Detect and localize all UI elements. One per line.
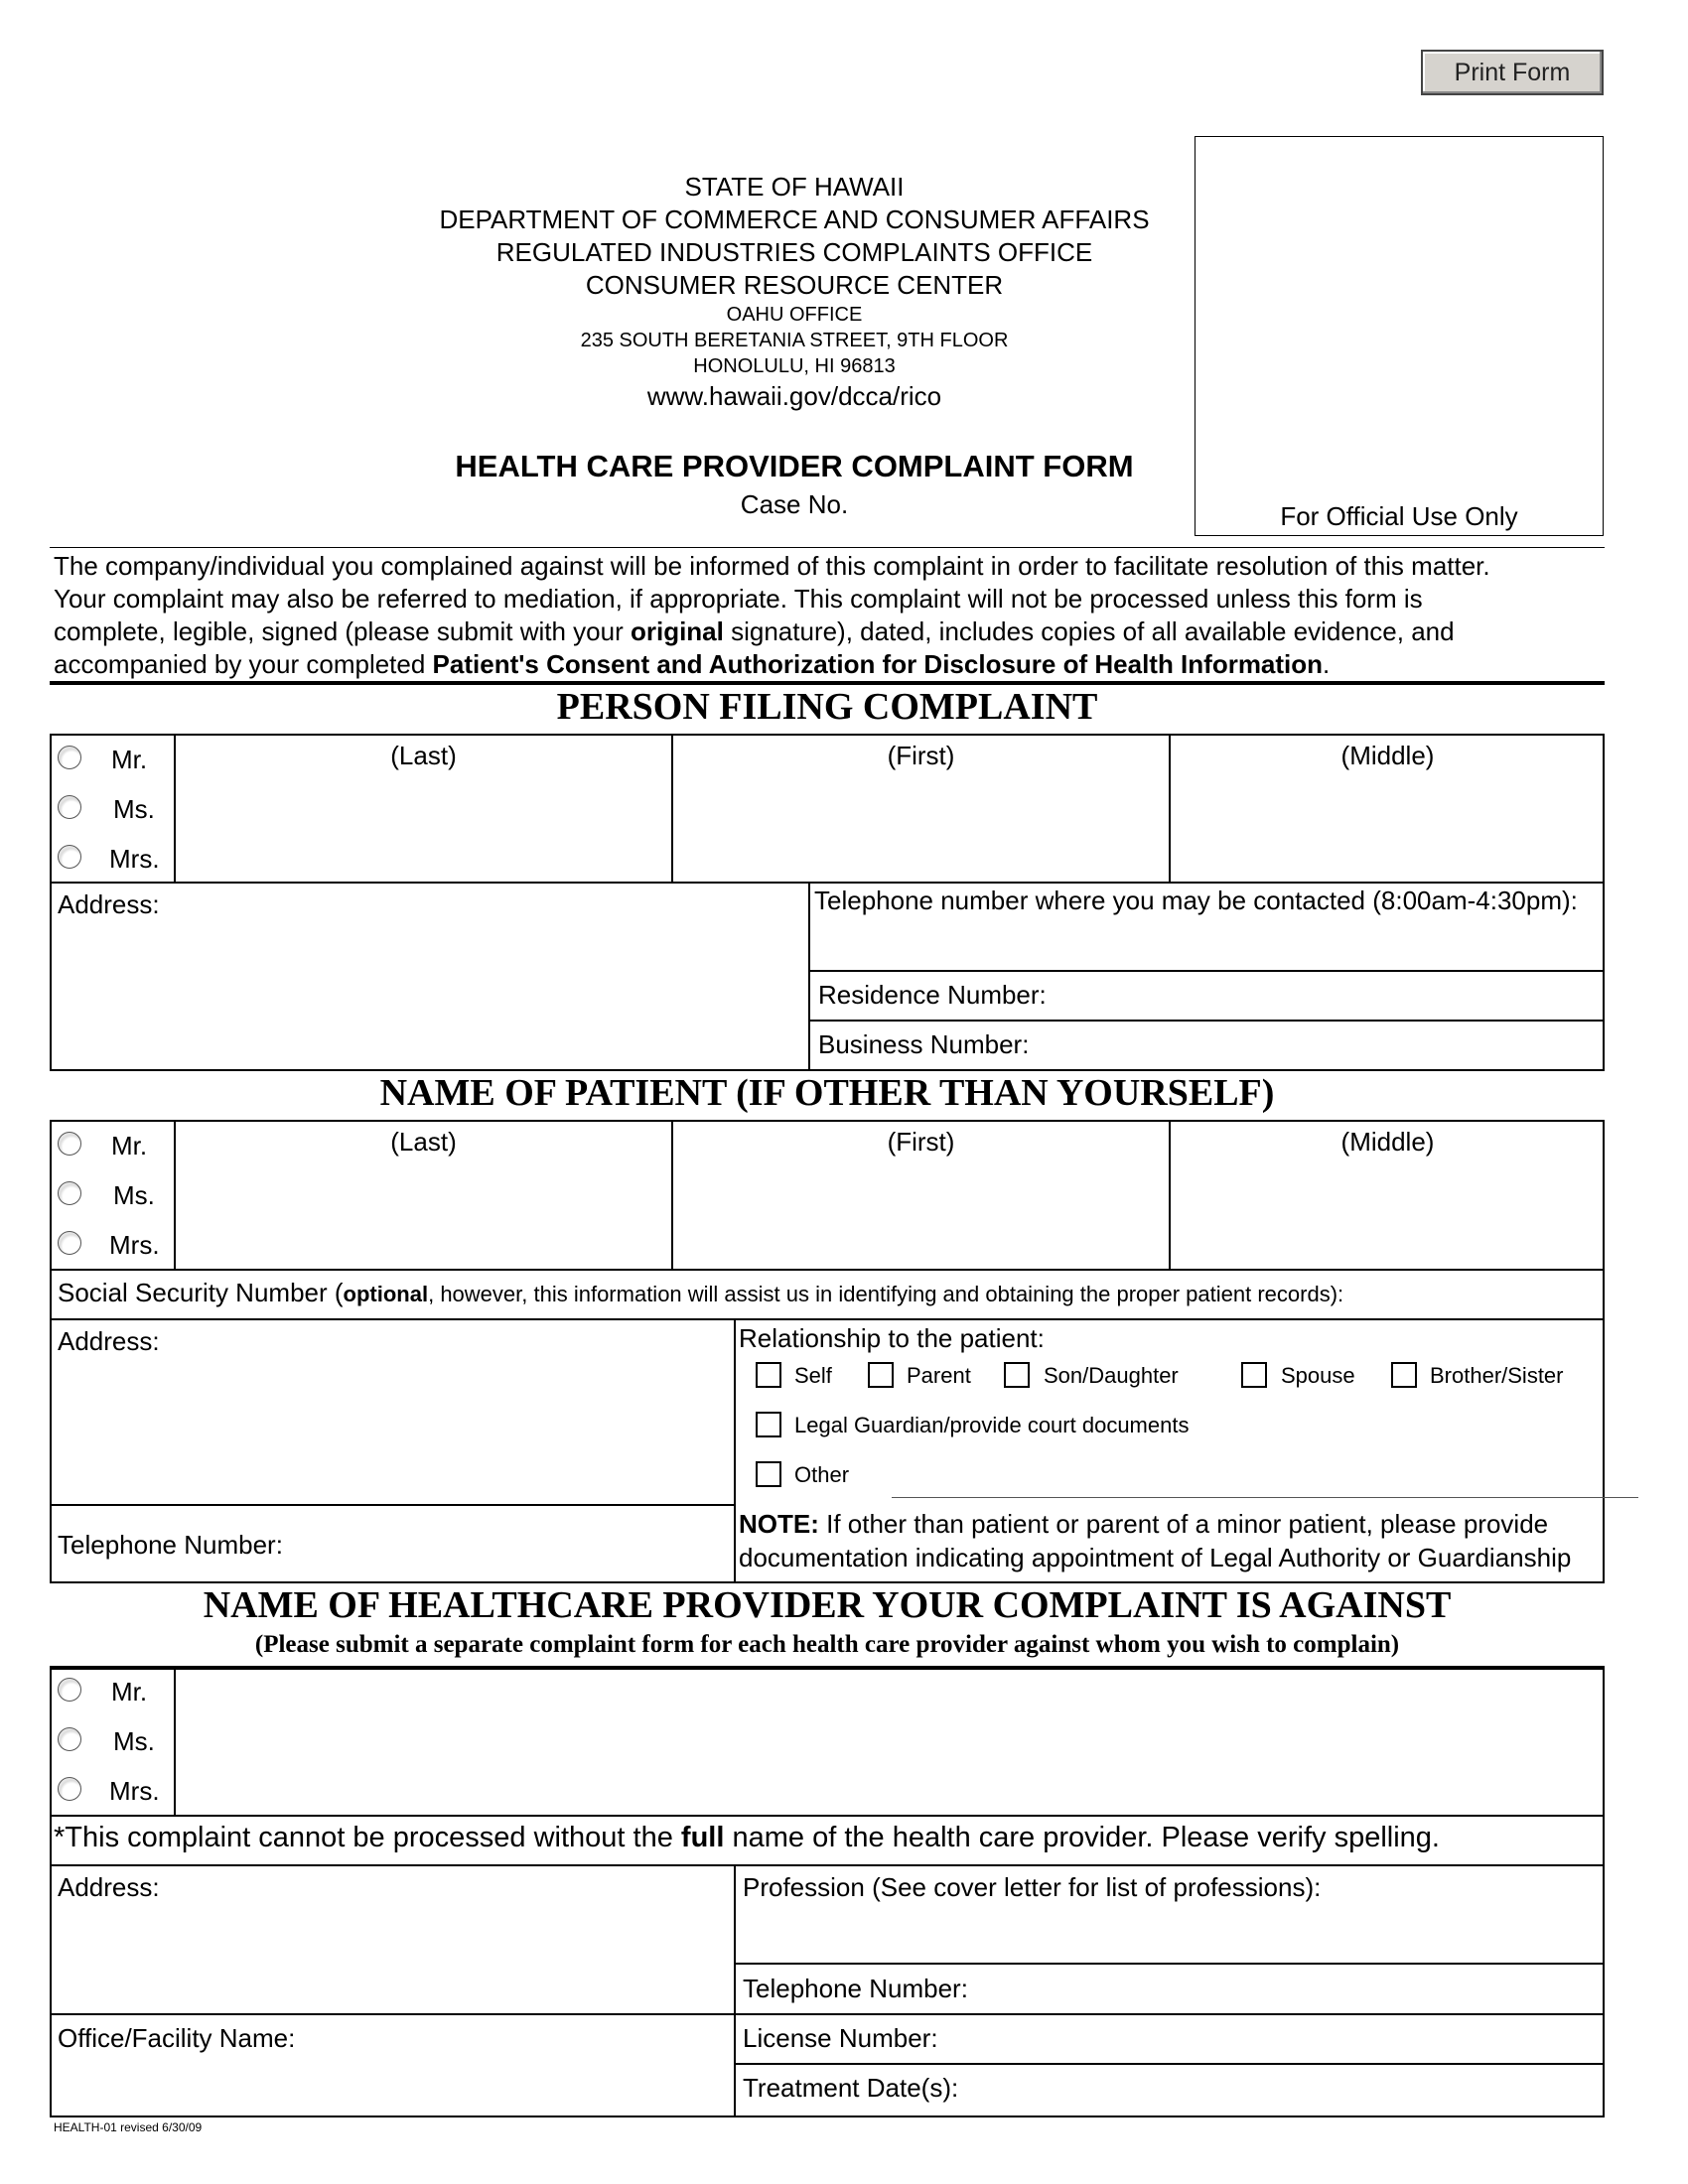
intro-text xyxy=(54,550,1490,681)
person-ms-radio[interactable] xyxy=(58,795,81,819)
relationship-son-daughter-label: Son/Daughter xyxy=(1044,1363,1179,1388)
intro-line-2: Your complaint may also be referred to mediation, if appropriate. This complaint will not be processed unless this form is xyxy=(54,584,1423,614)
divider xyxy=(50,1666,1605,1670)
note-label: NOTE: xyxy=(739,1509,819,1539)
provider-mr-radio[interactable] xyxy=(58,1678,81,1702)
intro-3c: signature), dated, includes copies of all available evidence, and xyxy=(723,616,1455,646)
patient-middle-label: (Middle) xyxy=(1340,1127,1435,1157)
person-first-name-field[interactable] xyxy=(676,774,1165,878)
intro-3a: complete, legible, signed (please submit with your xyxy=(54,616,631,646)
provider-telephone-label: Telephone Number: xyxy=(743,1974,968,2003)
patient-mrs-radio[interactable] xyxy=(58,1231,81,1255)
relationship-self-checkbox[interactable] xyxy=(756,1362,781,1388)
provider-address-label: Address: xyxy=(58,1872,160,1902)
person-mr-label: Mr. xyxy=(111,745,148,774)
provider-mrs-radio[interactable] xyxy=(58,1777,81,1801)
patient-ssn-field[interactable] xyxy=(55,1273,1600,1316)
person-first-label: (First) xyxy=(887,741,955,770)
person-mrs-label: Mrs. xyxy=(109,844,160,874)
divider xyxy=(808,1020,1605,1022)
provider-telephone-field[interactable] xyxy=(983,1968,1599,2009)
header-street: 235 SOUTH BERETANIA STREET, 9TH FLOOR xyxy=(580,330,1009,351)
patient-mr-radio[interactable] xyxy=(58,1132,81,1156)
provider-address-field[interactable] xyxy=(55,1904,730,2009)
provider-name-field[interactable] xyxy=(179,1672,1601,1811)
relationship-parent-checkbox[interactable] xyxy=(868,1362,894,1388)
provider-treatment-field[interactable] xyxy=(983,2067,1599,2113)
person-section-title: PERSON FILING COMPLAINT xyxy=(556,686,1098,728)
patient-section-title: NAME OF PATIENT (IF OTHER THAN YOURSELF) xyxy=(379,1072,1275,1114)
guardianship-note xyxy=(739,1507,1571,1574)
warning-a: *This complaint cannot be processed without the xyxy=(54,1822,681,1853)
provider-profession-label: Profession (See cover letter for list of professions): xyxy=(743,1872,1322,1902)
official-use-box xyxy=(1195,136,1604,536)
person-last-label: (Last) xyxy=(390,741,457,770)
ssn-label-a: Social Security Number ( xyxy=(58,1278,344,1307)
patient-first-name-field[interactable] xyxy=(676,1161,1165,1265)
warning-full: full xyxy=(680,1822,725,1853)
person-mrs-radio[interactable] xyxy=(58,845,81,869)
divider xyxy=(734,1963,1605,1965)
patient-ms-label: Ms. xyxy=(113,1180,155,1210)
person-telephone-label: Telephone number where you may be contacted (8:00am-4:30pm): xyxy=(814,886,1578,915)
header-url[interactable]: www.hawaii.gov/dcca/rico xyxy=(646,381,942,411)
person-telephone-field[interactable] xyxy=(814,923,1599,967)
patient-last-name-field[interactable] xyxy=(179,1161,667,1265)
other-relationship-line xyxy=(892,1497,1638,1498)
divider xyxy=(50,1815,1605,1817)
relationship-sibling-label: Brother/Sister xyxy=(1430,1363,1564,1388)
note-line-2: documentation indicating appointment of Legal Authority or Guardianship xyxy=(739,1543,1572,1572)
relationship-label: Relationship to the patient: xyxy=(739,1323,1045,1353)
header-department: DEPARTMENT OF COMMERCE AND CONSUMER AFFAIRS xyxy=(439,205,1150,234)
relationship-son-daughter-checkbox[interactable] xyxy=(1004,1362,1030,1388)
person-middle-label: (Middle) xyxy=(1340,741,1435,770)
person-mr-radio[interactable] xyxy=(58,746,81,769)
divider xyxy=(734,2063,1605,2065)
patient-address-label: Address: xyxy=(58,1326,160,1356)
person-residence-field[interactable] xyxy=(1072,975,1599,1017)
patient-middle-name-field[interactable] xyxy=(1174,1161,1601,1265)
provider-mrs-label: Mrs. xyxy=(109,1776,160,1806)
relationship-guardian-checkbox[interactable] xyxy=(756,1412,781,1437)
case-no-label: Case No. xyxy=(740,489,849,519)
provider-section-subtitle: (Please submit a separate complaint form for each health care provider against whom you wish to complain) xyxy=(254,1631,1400,1658)
provider-profession-field[interactable] xyxy=(740,1904,1600,1960)
patient-mr-label: Mr. xyxy=(111,1131,148,1160)
divider xyxy=(50,547,1605,548)
divider xyxy=(50,1504,735,1506)
provider-treatment-label: Treatment Date(s): xyxy=(743,2073,959,2103)
agency-header xyxy=(377,171,1211,413)
person-last-name-field[interactable] xyxy=(179,774,667,878)
divider xyxy=(808,970,1605,972)
intro-line-1: The company/individual you complained against will be informed of this complaint in order to facilitate resolution of this matter. xyxy=(54,551,1490,581)
warning-c: name of the health care provider. Please verify spelling. xyxy=(724,1822,1440,1853)
intro-line-4 xyxy=(54,648,1490,681)
divider xyxy=(50,1318,1605,1320)
header-center: CONSUMER RESOURCE CENTER xyxy=(585,270,1004,300)
divider xyxy=(808,882,810,1070)
patient-last-label: (Last) xyxy=(390,1127,457,1157)
divider xyxy=(734,1318,736,1583)
ssn-optional: optional xyxy=(343,1282,429,1306)
relationship-parent-label: Parent xyxy=(907,1363,971,1388)
person-ms-label: Ms. xyxy=(113,794,155,824)
header-state: STATE OF HAWAII xyxy=(684,172,905,202)
person-address-field[interactable] xyxy=(55,923,804,1067)
provider-full-name-warning xyxy=(54,1822,1440,1854)
header-city: HONOLULU, HI 96813 xyxy=(693,355,896,377)
provider-mr-label: Mr. xyxy=(111,1677,148,1706)
note-text-1: If other than patient or parent of a minor patient, please provide xyxy=(818,1509,1549,1539)
patient-mrs-label: Mrs. xyxy=(109,1230,160,1260)
intro-4a: accompanied by your completed xyxy=(54,649,433,679)
provider-license-label: License Number: xyxy=(743,2023,938,2053)
ssn-label-c: , however, this information will assist us in identifying and obtaining the proper patient records): xyxy=(428,1282,1344,1306)
relationship-other-field[interactable] xyxy=(892,1463,1638,1495)
relationship-other-label: Other xyxy=(794,1462,850,1487)
provider-office-label: Office/Facility Name: xyxy=(58,2023,296,2053)
patient-ms-radio[interactable] xyxy=(58,1181,81,1205)
note-line-1 xyxy=(739,1507,1571,1541)
intro-original: original xyxy=(630,616,724,646)
divider xyxy=(50,1269,1605,1271)
provider-office-field[interactable] xyxy=(55,2055,730,2115)
divider xyxy=(50,1864,1605,1866)
relationship-spouse-checkbox[interactable] xyxy=(1241,1362,1267,1388)
header-oahu: OAHU OFFICE xyxy=(726,304,863,326)
divider xyxy=(50,2013,1605,2015)
patient-address-field[interactable] xyxy=(55,1358,730,1501)
person-residence-label: Residence Number: xyxy=(818,980,1047,1010)
person-business-label: Business Number: xyxy=(818,1029,1030,1059)
patient-telephone-field[interactable] xyxy=(298,1509,729,1580)
provider-section-title: NAME OF HEALTHCARE PROVIDER YOUR COMPLAINT IS AGAINST xyxy=(203,1584,1452,1626)
relationship-sibling-checkbox[interactable] xyxy=(1391,1362,1417,1388)
header-office-name: REGULATED INDUSTRIES COMPLAINTS OFFICE xyxy=(495,237,1093,267)
person-business-field[interactable] xyxy=(1053,1024,1599,1066)
divider xyxy=(734,1864,736,2117)
relationship-guardian-label: Legal Guardian/provide court documents xyxy=(794,1413,1190,1437)
divider xyxy=(174,1666,176,1816)
provider-license-field[interactable] xyxy=(953,2017,1599,2059)
intro-line-3 xyxy=(54,615,1490,648)
intro-4c: . xyxy=(1323,649,1331,679)
relationship-self-label: Self xyxy=(794,1363,832,1388)
person-address-label: Address: xyxy=(58,889,160,919)
provider-ms-radio[interactable] xyxy=(58,1727,81,1751)
divider xyxy=(50,882,1605,884)
patient-telephone-label: Telephone Number: xyxy=(58,1530,283,1560)
patient-first-label: (First) xyxy=(887,1127,955,1157)
relationship-spouse-label: Spouse xyxy=(1281,1363,1355,1388)
intro-consent: Patient's Consent and Authorization for Disclosure of Health Information xyxy=(432,649,1324,679)
person-middle-name-field[interactable] xyxy=(1174,774,1601,878)
official-use-label: For Official Use Only xyxy=(1280,501,1518,531)
relationship-other-checkbox[interactable] xyxy=(756,1461,781,1487)
form-title: HEALTH CARE PROVIDER COMPLAINT FORM xyxy=(455,449,1134,483)
provider-ms-label: Ms. xyxy=(113,1726,155,1756)
print-form-button[interactable]: Print Form xyxy=(1421,50,1604,95)
form-revision-footer: HEALTH-01 revised 6/30/09 xyxy=(54,2120,203,2134)
